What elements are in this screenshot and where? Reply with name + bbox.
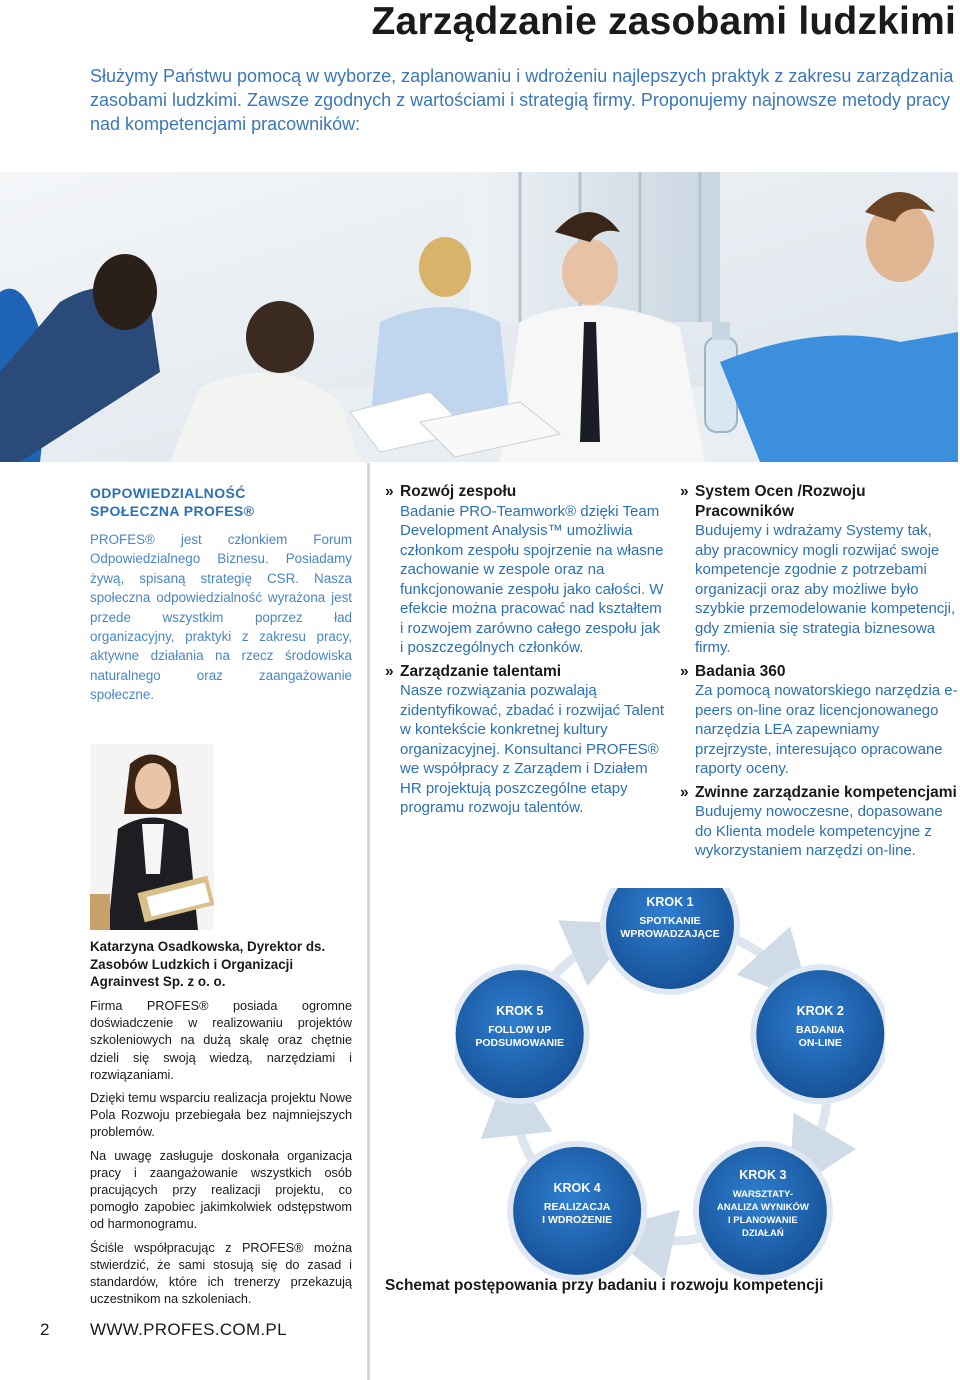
step-description: I PLANOWANIE <box>728 1214 798 1226</box>
service-title: Rozwój zespołu <box>400 483 517 500</box>
cycle-arrow <box>513 1100 533 1162</box>
bullet-marker: » <box>385 483 394 500</box>
csr-heading: ODPOWIEDZIALNOŚĆ SPOŁECZNA PROFES® <box>90 485 255 519</box>
intro-paragraph: Służymy Państwu pomocą w wyborze, zaplanowaniu i wdrożeniu najlepszych praktyk z zakresu zarządzania zasobami ludzkimi. Zawsze zgodnych z wartościami i strategią firmy. Proponujemy najnowsze metody pracy nad kompetencjami pracowników: <box>90 66 954 134</box>
service-body: Za pomocą nowatorskiego narzędzia e-peers on-line oraz licencjonowanego narzędzia LEA zapewniamy przejrzyste, interesująco opracowane raporty oceny. <box>695 682 958 777</box>
process-step-4 <box>507 1141 647 1281</box>
diagram-caption: Schemat postępowania przy badaniu i rozwoju kompetencji <box>385 1277 824 1294</box>
bullet-marker: » <box>680 662 689 680</box>
service-title: System Ocen /Rozwoju Pracowników <box>695 483 866 520</box>
step-description: PODSUMOWANIE <box>475 1037 565 1050</box>
services-middle-column <box>385 482 665 818</box>
testimonial-text <box>90 998 352 1314</box>
bullet-marker: » <box>680 783 689 801</box>
process-cycle-diagram <box>455 888 885 1283</box>
page-number: 2 <box>40 1320 50 1339</box>
step-description: FOLLOW UP <box>488 1024 552 1037</box>
step-description: I WDROŻENIE <box>542 1213 613 1226</box>
page-title: Zarządzanie zasobami ludzkimi <box>371 0 956 43</box>
bullet-marker: » <box>385 662 394 680</box>
service-item-talent-management <box>385 662 665 818</box>
step-description: ANALIZA WYNIKÓW <box>716 1201 809 1213</box>
step-name: KROK 2 <box>796 1004 844 1019</box>
csr-body: PROFES® jest członkiem Forum Odpowiedzialnego Biznesu. Posiadamy żywą, spisaną strategię CSR. Nasza społeczna odpowiedzialność wyrażona jest przede wszystkim poprzez ład organizacyjny, praktyki z zakresu pracy, aktywne działania na rzecz środowiska naturalnego oraz zaangażowanie społeczne. <box>90 532 352 703</box>
service-item-360-survey <box>680 662 960 779</box>
services-right-column <box>680 482 960 861</box>
step-name: KROK 5 <box>496 1004 544 1019</box>
service-item-evaluation-system <box>680 482 960 658</box>
service-body: Badanie PRO-Teamwork® dzięki Team Development Analysis™ umożliwia członkom zespołu spojrzenie na własne zachowanie w zespole oraz na funkcjonowanie zespołu jako całości. W efekcie można pracować nad kształtem i rozwojem zarówno całego zespołu jak i poszczególnych członków. <box>400 502 664 656</box>
process-step-2 <box>750 964 885 1104</box>
testimonial-signature: Katarzyna Osadkowska, Dyrektor ds. Zasobów Ludzkich i Organizacji Agrainvest Sp. z o. o. <box>90 939 326 989</box>
service-title: Zarządzanie talentami <box>400 662 562 680</box>
footer-url: WWW.PROFES.COM.PL <box>90 1320 287 1339</box>
service-title: Zwinne zarządzanie kompetencjami <box>695 783 957 801</box>
step-description: WPROWADZAJĄCE <box>620 928 720 940</box>
step-description: SPOTKANIE <box>639 915 701 927</box>
step-description: WARSZTATY- <box>732 1188 794 1200</box>
process-step-5 <box>455 964 590 1104</box>
cycle-arrow <box>553 939 606 978</box>
service-body: Budujemy nowoczesne, dopasowane do Klienta modele kompetencyjne z wykorzystaniem narzędzi on-line. <box>695 803 943 859</box>
testimonial-paragraph: Ściśle współpracując z PROFES® można stwierdzić, że sami stosują się do zasad i standardów, które ich trenerzy przekazują uczestnikom na szkoleniach. <box>90 1240 352 1307</box>
service-item-team-development <box>385 482 665 658</box>
step-description: ON-LINE <box>798 1037 842 1050</box>
meeting-photo <box>0 172 958 462</box>
service-body: Nasze rozwiązania pozwalają zidentyfikować, zbadać i rozwijać Talent w kontekście konkretnej kultury organizacyjnej. Konsultanci PROFES® we współpracy z Zarządem i Działem HR projektują poszczególne etapy programu rozwoju talentów. <box>400 682 665 816</box>
cycle-arrow <box>734 939 787 978</box>
step-name: KROK 1 <box>646 895 694 909</box>
testimonial-paragraph: Dzięki temu wsparciu realizacja projektu Nowe Pola Rozwoju przebiegała bez najmniejszych problemów. <box>90 1091 352 1140</box>
cycle-arrow <box>807 1100 827 1162</box>
testimonial-paragraph: Na uwagę zasługuje doskonała organizacja pracy i zaangażowanie wszystkich osób pracujących przy realizacji projektu, co pomogło zapobiec jakimkolwiek odstępstwom od harmonogramu. <box>90 1148 352 1232</box>
csr-section <box>90 484 352 705</box>
process-step-1 <box>600 888 740 995</box>
step-description: REALIZACJA <box>543 1200 611 1213</box>
testimonial-portrait <box>90 744 214 930</box>
bullet-marker: » <box>680 483 689 500</box>
step-name: KROK 3 <box>739 1167 787 1182</box>
step-description: DZIAŁAŃ <box>742 1227 784 1239</box>
cycle-arrow <box>637 1238 703 1241</box>
service-title: Badania 360 <box>695 662 786 680</box>
testimonial-paragraph: Firma PROFES® posiada ogromne doświadczenie w realizowaniu projektów szkoleniowych na dużą skalę oraz chętnie dzieli się swoją wiedzą, narzędziami i rozwiązaniami. <box>90 999 352 1082</box>
service-item-agile-competence <box>680 783 960 861</box>
column-divider <box>367 463 370 1380</box>
process-step-3 <box>693 1141 833 1281</box>
step-description: BADANIA <box>796 1024 845 1037</box>
step-name: KROK 4 <box>553 1180 601 1195</box>
service-body: Budujemy i wdrażamy Systemy tak, aby pracownicy mogli rozwijać swoje kompetencje zgodnie z potrzebami organizacji oraz aby możliwe było szybkie przemodelowanie kompetencji, gdy zmienia się strategia biznesowa firmy. <box>695 522 956 656</box>
